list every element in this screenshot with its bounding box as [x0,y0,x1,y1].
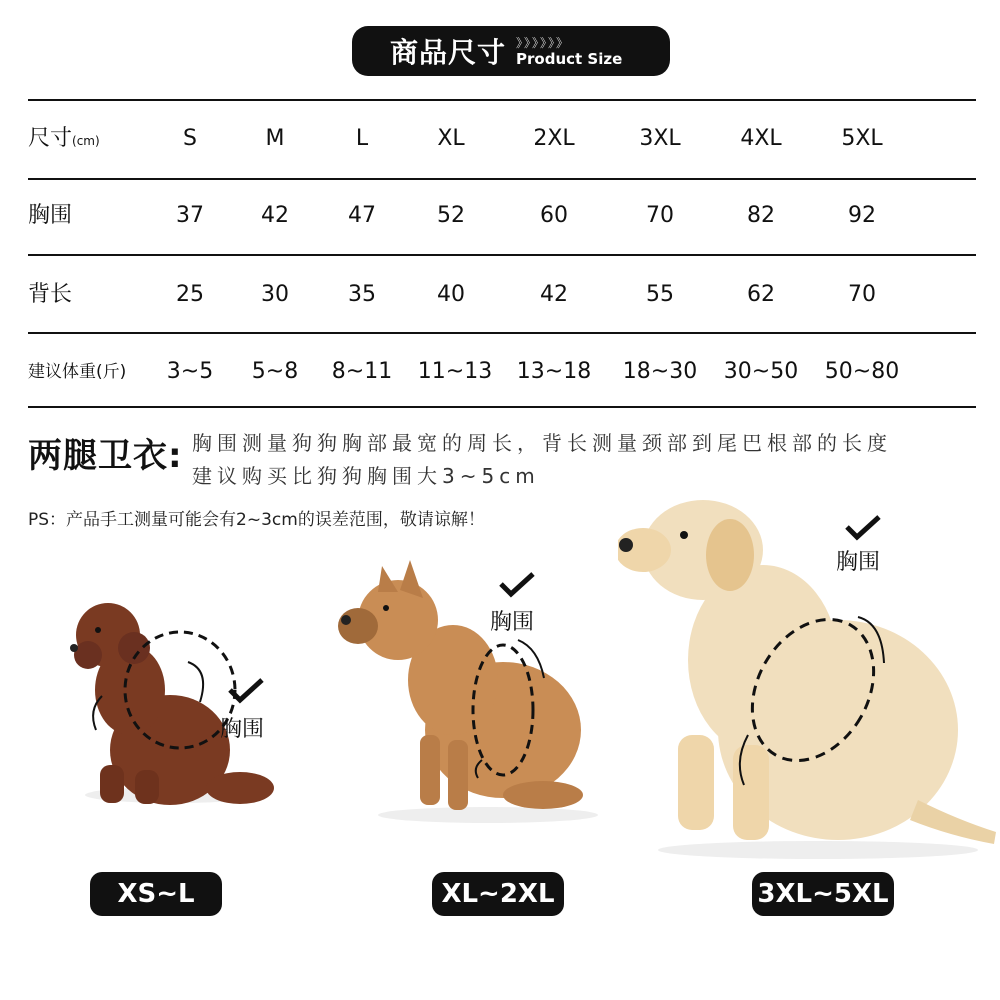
title-en: Product Size [516,50,623,68]
poodle-illustration [60,590,290,830]
table-cell: 3~5 [166,359,214,384]
title-banner [352,26,670,76]
table-cell: 82 [747,203,775,228]
bulldog-illustration [338,560,608,830]
size-range-pill: 3XL~5XL [752,872,894,916]
notes-line-2: 建议购买比狗狗胸围大3~5cm [192,464,540,488]
size-header: 3XL [639,126,681,151]
size-header: L [355,126,369,151]
size-range-pill: XL~2XL [432,872,564,916]
table-cell: 13~18 [516,359,592,384]
size-label: 尺寸(cm) [28,126,100,151]
title-cn: 商品尺寸 [390,36,507,69]
row-label: 建议体重(斤) [28,362,127,382]
table-cell: 70 [848,282,876,307]
table-cell: 8~11 [331,359,393,384]
table-divider [28,99,976,101]
retriever-illustration [618,495,998,865]
table-cell: 5~8 [251,359,299,384]
chest-label: 胸围 [490,610,535,635]
size-range-pill: XS~L [90,872,222,916]
table-cell: 70 [646,203,674,228]
notes-line-1: 胸围测量狗狗胸部最宽的周长，背长测量颈部到尾巴根部的长度 [192,431,892,455]
table-cell: 55 [646,282,674,307]
table-divider [28,178,976,180]
table-divider [28,406,976,408]
table-cell: 60 [540,203,568,228]
size-header: 5XL [841,126,883,151]
row-label: 背长 [28,282,73,307]
row-label: 胸围 [28,203,73,228]
ps-disclaimer: PS：产品手工测量可能会有2~3cm的误差范围，敬请谅解！ [28,510,485,530]
notes-title: 两腿卫衣: [28,436,183,476]
chest-label: 胸围 [220,717,265,742]
table-row-chest [0,196,1000,236]
table-header-row [0,119,1000,159]
table-cell: 92 [848,203,876,228]
size-header: S [183,126,197,151]
table-cell: 37 [176,203,204,228]
chevrons-decoration: 》》》》》》 [516,36,571,50]
table-cell: 18~30 [622,359,698,384]
table-cell: 30 [261,282,289,307]
table-row-weight [0,352,1000,392]
table-cell: 62 [747,282,775,307]
table-cell: 42 [540,282,568,307]
table-cell: 40 [437,282,465,307]
table-cell: 30~50 [723,359,799,384]
check-icon [226,676,266,704]
table-cell: 52 [437,203,465,228]
table-cell: 11~13 [417,359,493,384]
table-cell: 50~80 [824,359,900,384]
size-header: XL [437,126,465,151]
size-header: M [265,126,285,151]
size-header: 4XL [740,126,782,151]
chest-label: 胸围 [836,550,881,575]
size-unit: (cm) [72,134,100,148]
table-row-back [0,275,1000,315]
size-header: 2XL [533,126,575,151]
table-divider [28,332,976,334]
table-cell: 25 [176,282,204,307]
table-cell: 42 [261,203,289,228]
check-icon [843,513,883,541]
check-icon [497,570,537,598]
table-cell: 35 [348,282,376,307]
table-divider [28,254,976,256]
table-cell: 47 [348,203,376,228]
